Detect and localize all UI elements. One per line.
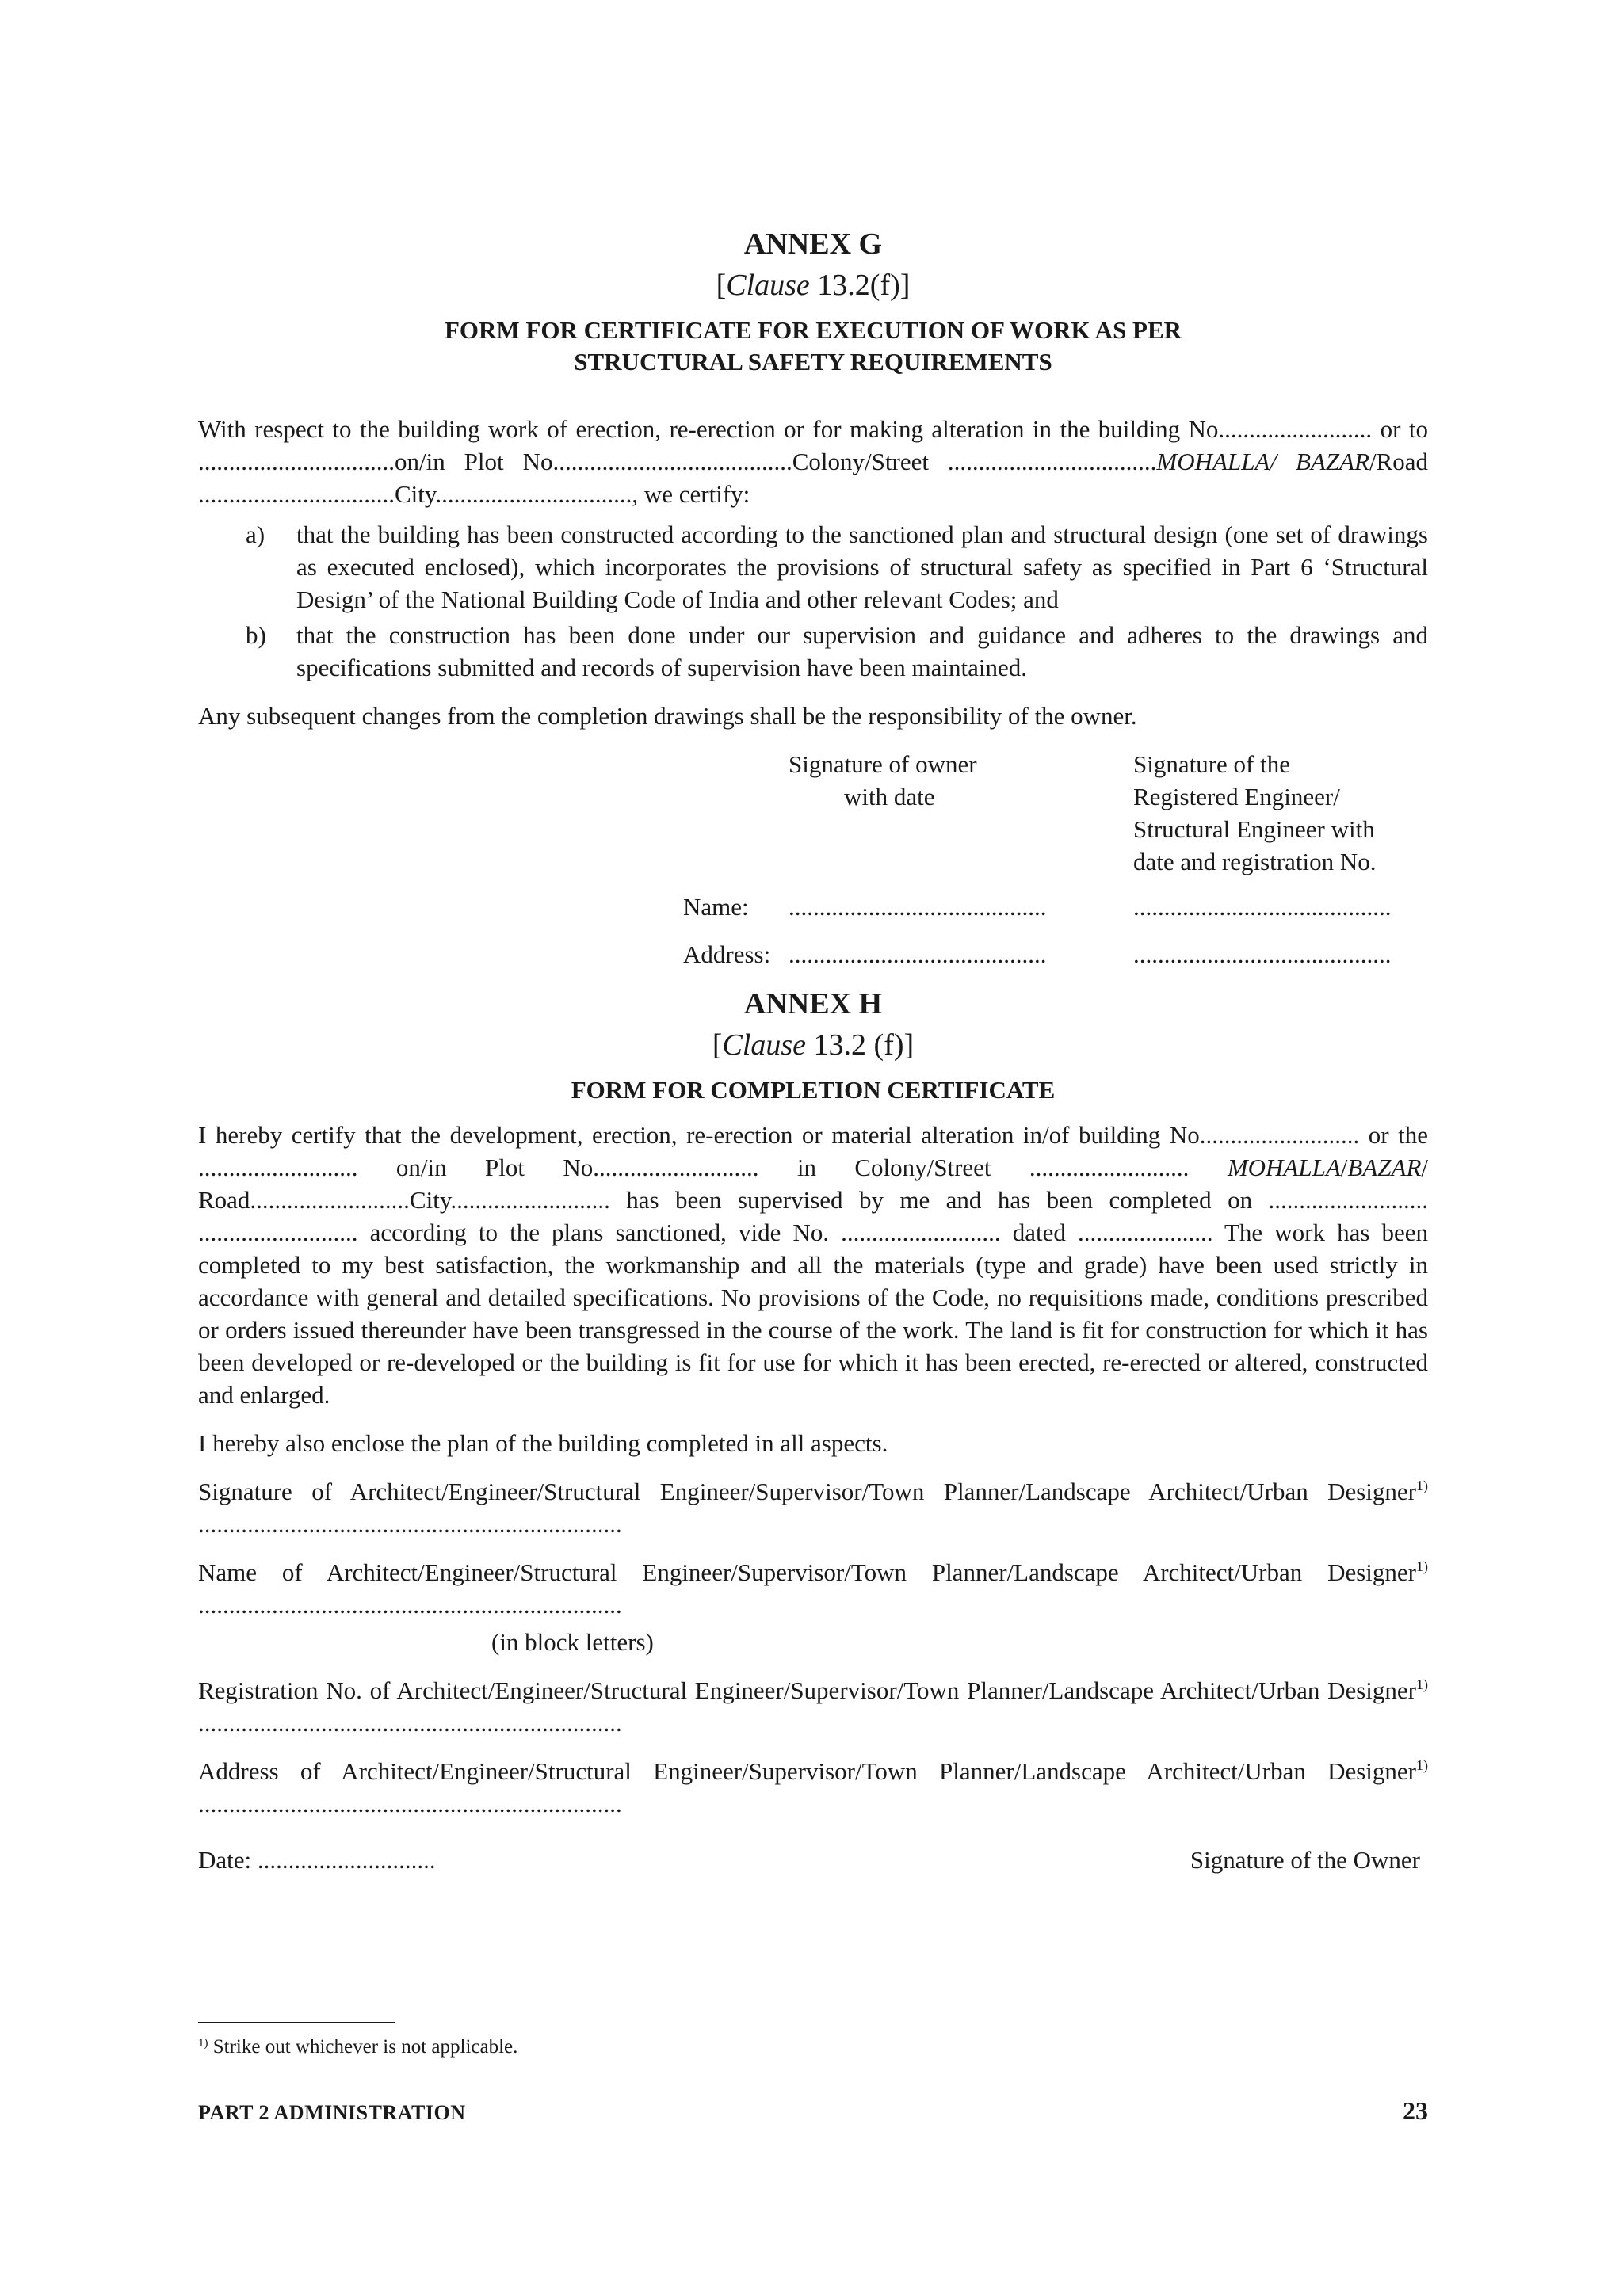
engineer-signature-line4: date and registration No. xyxy=(1133,848,1377,875)
annex-g-clause: [Clause 13.2(f)] xyxy=(716,269,911,302)
item-a-label: a) xyxy=(246,521,265,548)
cert-slash: / xyxy=(1340,1154,1348,1181)
annex-h-clause: [Clause 13.2 (f)] xyxy=(712,1028,915,1062)
footer-section-title: PART 2 ADMINISTRATION xyxy=(198,2101,466,2124)
list-item xyxy=(198,518,1428,616)
address-label: Address: xyxy=(683,940,771,968)
engineer-signature-line3: Structural Engineer with xyxy=(1133,815,1375,843)
footnote-ref: 1) xyxy=(1416,1478,1428,1493)
annex-g-subsequent-changes: Any subsequent changes from the completion drawings shall be the responsibility of the owner. xyxy=(198,702,1137,730)
owner-signature-caption xyxy=(789,748,1026,813)
annex-g-intro-mohalla: MOHALLA/ BAZAR xyxy=(1156,448,1369,475)
annex-g-title: ANNEX G xyxy=(743,227,883,261)
document-page xyxy=(198,226,1428,1891)
item-b-text: that the construction has been done under our supervision and guidance and adheres to the drawings and specifications submitted and records of supervision have been maintained. xyxy=(296,621,1428,681)
architect-name-label: Name of Architect/Engineer/Structural Engineer/Supervisor/Town Planner/Landscape Architect/Urban Designer xyxy=(198,1558,1416,1586)
annex-g-clause-word: Clause xyxy=(726,269,810,302)
annex-g-intro xyxy=(198,413,1428,510)
date-field: Date: ............................. xyxy=(198,1846,436,1874)
architect-registration-line xyxy=(198,1674,1428,1739)
annex-g-intro-part1: With respect to the building work of erection, re-erection or for making alteration in the building No......................... or to ................................on/in Plot No.......................................Colony/Street .................................. xyxy=(198,415,1428,475)
block-letters-note: (in block letters) xyxy=(491,1628,654,1656)
architect-registration-field: ..................................................................... xyxy=(198,1709,622,1737)
architect-address-label: Address of Architect/Engineer/Structural Engineer/Supervisor/Town Planner/Landscape Architect/Urban Designer xyxy=(198,1757,1416,1785)
annex-g-signature-block xyxy=(198,748,1428,986)
footnote-divider xyxy=(198,2022,395,2023)
annex-g-certify-list xyxy=(198,518,1428,684)
annex-h-title: ANNEX H xyxy=(743,987,883,1020)
footnote-mark: 1) xyxy=(198,2037,208,2050)
annex-g-clause-ref: 13.2(f)] xyxy=(817,269,911,302)
footnote xyxy=(198,2035,517,2060)
architect-signature-label: Signature of Architect/Engineer/Structural Engineer/Supervisor/Town Planner/Landscape Architect/Urban Designer xyxy=(198,1478,1416,1505)
architect-name-line xyxy=(198,1556,1428,1621)
name-label: Name: xyxy=(683,893,749,921)
item-a-text: that the building has been constructed according to the sanctioned plan and structural design (one set of drawings as executed enclosed), which incorporates the provisions of structural safety as specified in Part 6 ‘Structural Design’ of the National Building Code of India and other relevant Codes; and xyxy=(296,521,1428,613)
architect-signature-field: ..................................................................... xyxy=(198,1510,622,1538)
owner-signature-line2: with date xyxy=(844,783,935,810)
owner-signature-label: Signature of the Owner xyxy=(1190,1846,1420,1874)
annex-h-enclose: I hereby also enclose the plan of the building completed in all aspects. xyxy=(198,1429,888,1457)
owner-name-field: .......................................... xyxy=(789,893,1047,921)
engineer-address-field: .......................................... xyxy=(1133,940,1392,968)
owner-address-field: .......................................... xyxy=(789,940,1047,968)
engineer-signature-caption xyxy=(1133,748,1450,878)
cert-bazar: BAZAR xyxy=(1347,1154,1422,1181)
footnote-ref: 1) xyxy=(1416,1757,1428,1773)
date-signature-row xyxy=(198,1844,1428,1891)
footnote-ref: 1) xyxy=(1416,1558,1428,1574)
annex-g-intro-part2: /Road ................................City................................, we certify: xyxy=(198,448,1428,508)
engineer-name-field: .......................................... xyxy=(1133,893,1392,921)
architect-address-field: ..................................................................... xyxy=(198,1790,622,1817)
footnote-ref: 1) xyxy=(1416,1676,1428,1692)
annex-g-form-title-line1: FORM FOR CERTIFICATE FOR EXECUTION OF WORK AS PER xyxy=(444,316,1182,344)
architect-registration-label: Registration No. of Architect/Engineer/Structural Engineer/Supervisor/Town Planner/Landscape Architect/Urban Designer xyxy=(198,1676,1416,1704)
engineer-signature-line1: Signature of the xyxy=(1133,750,1291,778)
annex-g-form-title-line2: STRUCTURAL SAFETY REQUIREMENTS xyxy=(574,348,1052,376)
architect-name-field: ..................................................................... xyxy=(198,1591,622,1619)
cert-part1: I hereby certify that the development, erection, re-erection or material alteration in/of building No.......................... or the .......................... on/in Plot No........................... in Colony/Street .......................... xyxy=(198,1121,1428,1181)
architect-address-line xyxy=(198,1755,1428,1820)
engineer-signature-line2: Registered Engineer/ xyxy=(1133,783,1340,810)
owner-signature-line1: Signature of owner xyxy=(789,750,977,778)
footnote-text: Strike out whichever is not applicable. xyxy=(212,2036,518,2058)
item-b-label: b) xyxy=(246,621,266,649)
page-number: 23 xyxy=(1403,2096,1428,2125)
cert-mohalla: MOHALLA xyxy=(1227,1154,1341,1181)
annex-h-form-title: FORM FOR COMPLETION CERTIFICATE xyxy=(571,1076,1056,1104)
cert-part2: / Road..........................City.......................... has been supervised by me and has been completed on .......................... .......................... according to the plans sanctioned, vide No. .......................... dated ...................... The work has been completed to my best satisfaction, the workmanship and all the materials (type and grade) have been used strictly in accordance with general and detailed specifications. No provisions of the Code, no requisitions made, conditions prescribed or orders issued thereunder have been transgressed in the course of the work. The land is fit for construction for which it has been developed or re-developed or the building is fit for use for which it has been erected, re-erected or altered, constructed and enlarged. xyxy=(198,1154,1429,1409)
annex-g-form-title xyxy=(198,315,1428,378)
annex-h-certification xyxy=(198,1119,1428,1411)
list-item xyxy=(198,619,1428,684)
architect-signature-line xyxy=(198,1475,1428,1540)
annex-h-clause-ref: 13.2 (f)] xyxy=(813,1028,915,1062)
annex-h-clause-word: Clause xyxy=(722,1028,807,1062)
